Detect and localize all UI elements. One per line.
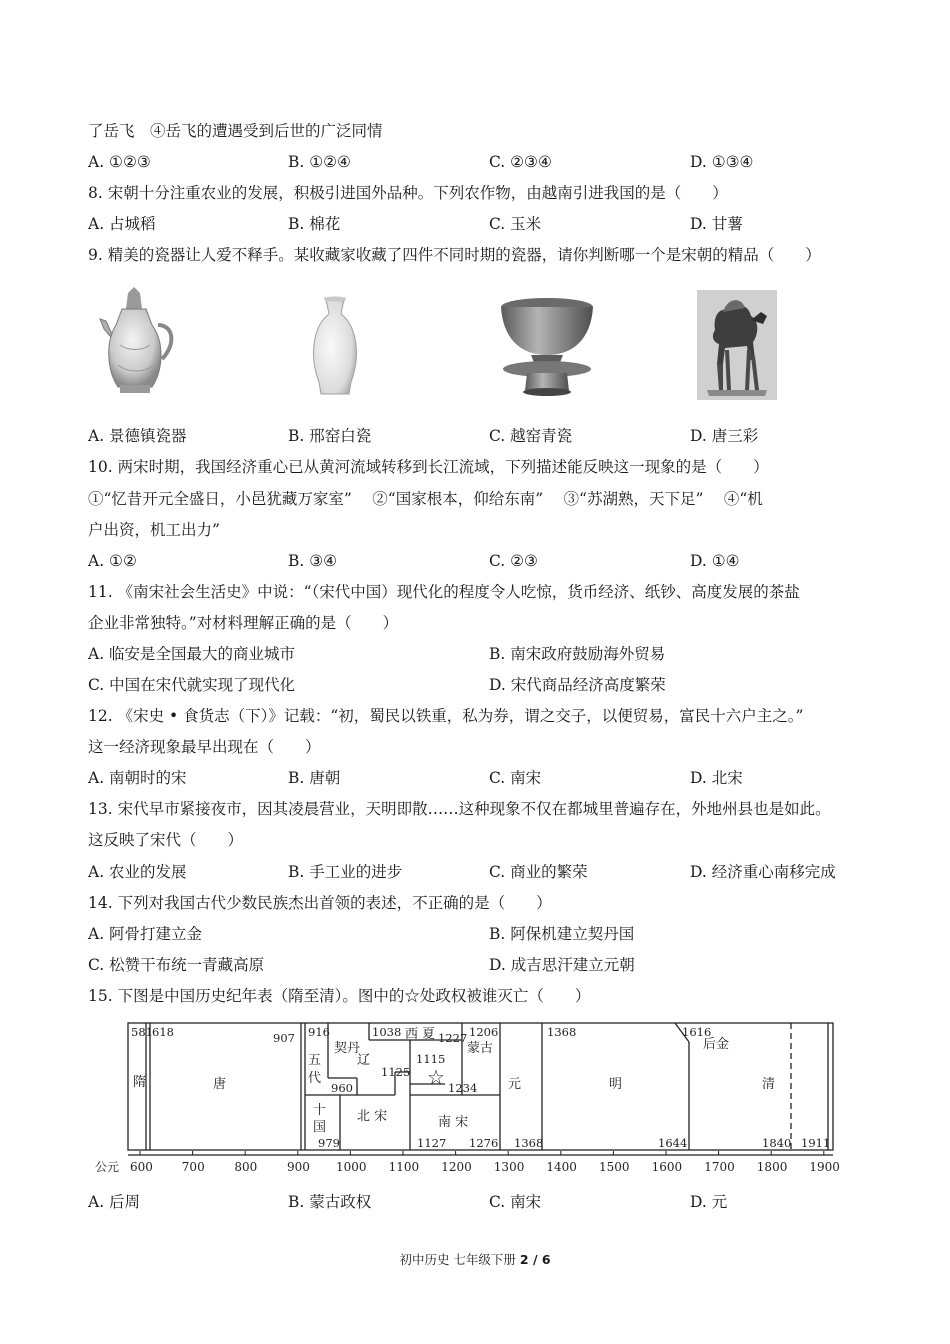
q12-stem-cont: 这一经济现象最早出现在（ ） — [88, 738, 321, 756]
year-1840: 1840 — [762, 1136, 792, 1150]
q9-option-b: B. 邢窑白瓷 — [288, 427, 372, 445]
q15-option-d: D. 元 — [690, 1193, 728, 1211]
year-581: 581 — [131, 1025, 153, 1039]
dynasty-beisong: 北 宋 — [357, 1109, 388, 1124]
q14-option-c: C. 松赞干布统一青藏高原 — [88, 956, 265, 974]
q10-items-cont: 户出资，机工出力” — [88, 521, 220, 539]
year-1125: 1125 — [381, 1065, 411, 1079]
year-1038: 1038 — [372, 1025, 402, 1039]
q7-option-d: D. ①③④ — [690, 153, 754, 171]
white-vase-image — [305, 296, 365, 398]
axis-tick-label: 1100 — [388, 1160, 420, 1174]
q7-option-c: C. ②③④ — [489, 153, 552, 171]
year-1206: 1206 — [469, 1025, 499, 1039]
q11-option-d: D. 宋代商品经济高度繁荣 — [489, 676, 666, 694]
year-1368-ming-start: 1368 — [547, 1025, 577, 1039]
year-1115: 1115 — [416, 1052, 446, 1066]
dynasty-yuan: 元 — [508, 1077, 522, 1092]
q7-option-b: B. ①②④ — [288, 153, 351, 171]
q14-option-a: A. 阿骨打建立金 — [88, 925, 203, 943]
axis-tick-label: 1000 — [336, 1160, 367, 1174]
page-footer — [0, 1250, 950, 1268]
q12-option-b: B. 唐朝 — [288, 769, 341, 787]
dynasty-nansong: 南 宋 — [438, 1115, 469, 1130]
q7-stem-cont: 了岳飞 ④岳飞的遭遇受到后世的广泛同情 — [88, 122, 383, 140]
axis-tick-label: 1400 — [546, 1160, 577, 1174]
dynasty-qing: 清 — [762, 1077, 776, 1092]
axis-tick-label: 900 — [287, 1160, 310, 1174]
q15-option-a: A. 后周 — [88, 1193, 141, 1211]
year-1368-yuan-end: 1368 — [514, 1136, 544, 1150]
q8-option-a: A. 占城稻 — [88, 215, 156, 233]
axis-tick-label: 600 — [130, 1160, 153, 1174]
dynasty-tang: 唐 — [213, 1077, 227, 1092]
year-916: 916 — [308, 1025, 330, 1039]
year-1127: 1127 — [417, 1136, 447, 1150]
q10-items: ①“忆昔开元全盛日，小邑犹藏万家室” ②“国家根本，仰给东南” ③“苏湖熟，天下足” ④“机 — [88, 490, 763, 508]
page-number: 2 / 6 — [519, 1252, 551, 1267]
chronology-timeline — [95, 1018, 847, 1178]
year-1234: 1234 — [448, 1081, 478, 1095]
year-1644: 1644 — [658, 1136, 688, 1150]
axis-tick-label: 800 — [234, 1160, 258, 1174]
dynasty-liao: 辽 — [357, 1053, 371, 1068]
dynasty-houjin: 后金 — [703, 1037, 730, 1052]
axis-tick-label: 700 — [181, 1160, 205, 1174]
q10-stem: 10. 两宋时期，我国经济重心已从黄河流域转移到长江流域，下列描述能反映这一现象的是（ ） — [88, 458, 769, 476]
dynasty-shiguo-2: 国 — [313, 1120, 327, 1135]
q10-option-b: B. ③④ — [288, 552, 338, 570]
q11-option-c: C. 中国在宋代就实现了现代化 — [88, 676, 296, 694]
q12-option-a: A. 南朝时的宋 — [88, 769, 187, 787]
q11-stem: 11. 《南宋社会生活史》中说：“（宋代中国）现代化的程度令人吃惊，货币经济、纸钞、高度发展的茶盐 — [88, 583, 800, 601]
q7-option-a: A. ①②③ — [88, 153, 151, 171]
q15-stem: 15. 下图是中国历史纪年表（隋至清）。图中的☆处政权被谁灭亡（ ） — [88, 987, 591, 1005]
star-marker: ☆ — [427, 1065, 445, 1089]
q11-stem-cont: 企业非常独特。”对材料理解正确的是（ ） — [88, 614, 399, 632]
dynasty-qidan: 契丹 — [334, 1041, 361, 1056]
dynasty-menggu: 蒙古 — [467, 1041, 494, 1056]
q15-option-b: B. 蒙古政权 — [288, 1193, 372, 1211]
q8-option-b: B. 棉花 — [288, 215, 341, 233]
q9-stem: 9. 精美的瓷器让人爱不释手。某收藏家收藏了四件不同时期的瓷器，请你判断哪一个是宋朝的精品（ ） — [88, 246, 821, 264]
q14-option-b: B. 阿保机建立契丹国 — [489, 925, 635, 943]
axis-tick-label: 1800 — [756, 1160, 788, 1174]
axis-tick-label: 1600 — [651, 1160, 683, 1174]
year-1276: 1276 — [469, 1136, 499, 1150]
q10-option-a: A. ①② — [88, 552, 137, 570]
year-1911: 1911 — [801, 1136, 831, 1150]
dynasty-shiguo-1: 十 — [313, 1103, 327, 1118]
year-618: 618 — [152, 1025, 174, 1039]
axis-tick-label: 1700 — [704, 1160, 735, 1174]
q8-option-c: C. 玉米 — [489, 215, 542, 233]
axis-tick-label: 1500 — [599, 1160, 630, 1174]
year-1227: 1227 — [438, 1031, 468, 1045]
q13-option-c: C. 商业的繁荣 — [489, 863, 588, 881]
q13-option-a: A. 农业的发展 — [88, 863, 187, 881]
q13-option-d: D. 经济重心南移完成 — [690, 863, 836, 881]
axis-prefix-label: 公元 — [95, 1160, 120, 1174]
q11-option-a: A. 临安是全国最大的商业城市 — [88, 645, 296, 663]
year-979: 979 — [318, 1136, 340, 1150]
q13-stem: 13. 宋代早市紧接夜市，因其凌晨营业，天明即散……这种现象不仅在都城里普遍存在，外地州县也是如此。 — [88, 800, 831, 818]
axis-tick-label: 1900 — [809, 1160, 840, 1174]
q14-stem: 14. 下列对我国古代少数民族杰出首领的表述，不正确的是（ ） — [88, 894, 552, 912]
dynasty-sui: 隋 — [133, 1075, 147, 1090]
year-960: 960 — [331, 1081, 353, 1095]
q11-option-b: B. 南宋政府鼓励海外贸易 — [489, 645, 666, 663]
tang-sancai-camel-image — [697, 290, 777, 400]
q13-stem-cont: 这反映了宋代（ ） — [88, 831, 244, 849]
q15-option-c: C. 南宋 — [489, 1193, 542, 1211]
q12-option-c: C. 南宋 — [489, 769, 542, 787]
q14-option-d: D. 成吉思汗建立元朝 — [489, 956, 635, 974]
footer-text: 初中历史 七年级下册 — [399, 1252, 520, 1267]
q9-option-a: A. 景德镇瓷器 — [88, 427, 187, 445]
q8-stem: 8. 宋朝十分注重农业的发展，积极引进国外品种。下列农作物，由越南引进我国的是（ ） — [88, 184, 728, 202]
q12-stem: 12. 《宋史 • 食货志（下）》记载：“初，蜀民以铁重，私为券，谓之交子，以便贸易，富民十六户主之。” — [88, 707, 804, 725]
q12-option-d: D. 北宋 — [690, 769, 743, 787]
dynasty-wudai-1: 五 — [308, 1053, 322, 1068]
axis-tick-label: 1300 — [493, 1160, 525, 1174]
axis-tick-label: 1200 — [441, 1160, 472, 1174]
q13-option-b: B. 手工业的进步 — [288, 863, 403, 881]
year-907: 907 — [273, 1031, 295, 1045]
ewer-image — [98, 285, 178, 397]
celadon-bowl-image — [497, 295, 597, 397]
dynasty-xixia: 西 夏 — [405, 1027, 436, 1042]
year-1616: 1616 — [682, 1025, 712, 1039]
q10-option-d: D. ①④ — [690, 552, 740, 570]
dynasty-ming: 明 — [609, 1077, 623, 1092]
q9-option-c: C. 越窑青瓷 — [489, 427, 573, 445]
dynasty-wudai-2: 代 — [308, 1071, 322, 1086]
q9-option-d: D. 唐三彩 — [690, 427, 759, 445]
q8-option-d: D. 甘薯 — [690, 215, 743, 233]
q10-option-c: C. ②③ — [489, 552, 538, 570]
